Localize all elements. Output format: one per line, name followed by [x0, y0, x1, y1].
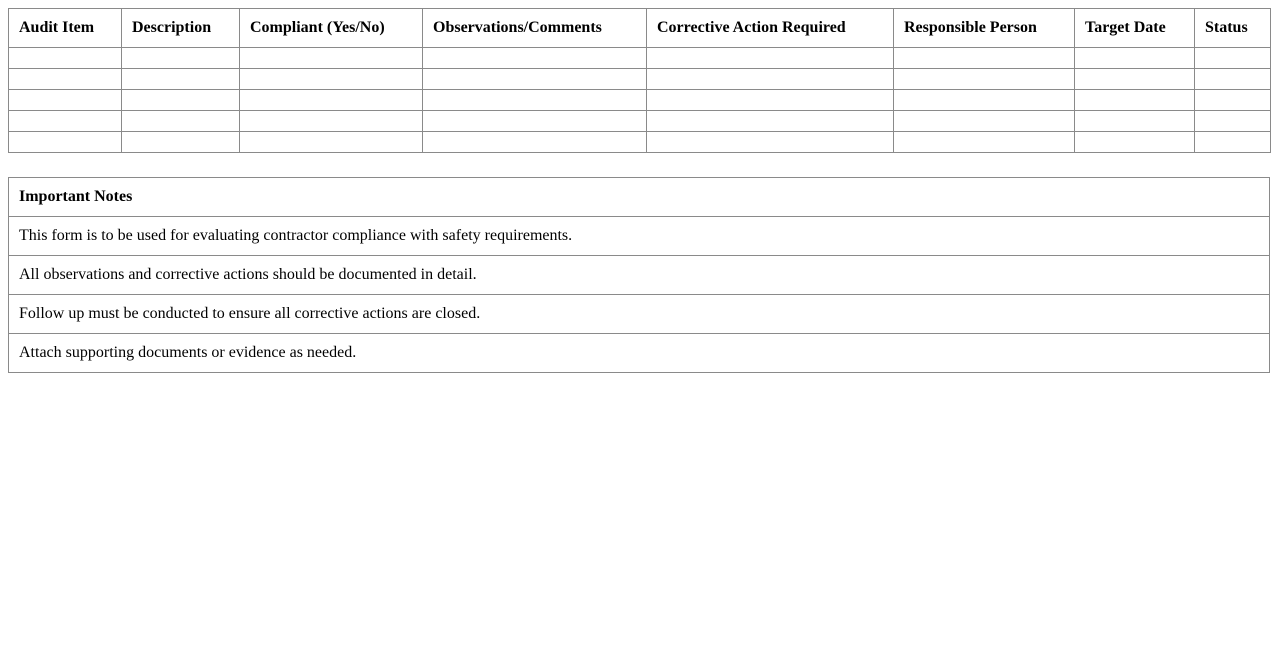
notes-heading: Important Notes [9, 178, 1270, 217]
table-cell[interactable] [1075, 132, 1195, 153]
table-cell[interactable] [1075, 90, 1195, 111]
table-cell[interactable] [1075, 48, 1195, 69]
table-cell[interactable] [1195, 69, 1271, 90]
table-cell[interactable] [240, 132, 423, 153]
table-cell[interactable] [240, 90, 423, 111]
table-cell[interactable] [894, 111, 1075, 132]
audit-checklist-table [8, 8, 1271, 153]
table-cell[interactable] [423, 48, 647, 69]
table-cell[interactable] [1195, 48, 1271, 69]
table-row [9, 90, 1271, 111]
table-row [9, 111, 1271, 132]
table-cell[interactable] [122, 111, 240, 132]
table-cell[interactable] [122, 48, 240, 69]
table-cell[interactable] [240, 111, 423, 132]
header-audit-item: Audit Item [9, 9, 122, 48]
table-cell[interactable] [894, 90, 1075, 111]
table-row [9, 69, 1271, 90]
table-cell[interactable] [423, 111, 647, 132]
note-text: Attach supporting documents or evidence as needed. [9, 334, 1270, 373]
header-target-date: Target Date [1075, 9, 1195, 48]
table-cell[interactable] [1075, 69, 1195, 90]
table-cell[interactable] [647, 90, 894, 111]
table-header-row [9, 9, 1271, 48]
table-row [9, 132, 1271, 153]
note-row [9, 334, 1270, 373]
table-cell[interactable] [423, 132, 647, 153]
header-compliant: Compliant (Yes/No) [240, 9, 423, 48]
table-cell[interactable] [423, 69, 647, 90]
table-cell[interactable] [9, 48, 122, 69]
header-corrective-action: Corrective Action Required [647, 9, 894, 48]
table-cell[interactable] [894, 48, 1075, 69]
table-cell[interactable] [9, 132, 122, 153]
table-cell[interactable] [9, 69, 122, 90]
table-cell[interactable] [9, 111, 122, 132]
table-cell[interactable] [1195, 132, 1271, 153]
note-text: Follow up must be conducted to ensure all corrective actions are closed. [9, 295, 1270, 334]
table-cell[interactable] [647, 111, 894, 132]
note-text: All observations and corrective actions should be documented in detail. [9, 256, 1270, 295]
table-row [9, 48, 1271, 69]
table-cell[interactable] [423, 90, 647, 111]
table-cell[interactable] [894, 69, 1075, 90]
header-responsible-person: Responsible Person [894, 9, 1075, 48]
table-cell[interactable] [240, 48, 423, 69]
table-cell[interactable] [9, 90, 122, 111]
table-cell[interactable] [122, 69, 240, 90]
important-notes-table [8, 177, 1270, 373]
table-cell[interactable] [894, 132, 1075, 153]
note-row [9, 217, 1270, 256]
table-cell[interactable] [122, 132, 240, 153]
table-cell[interactable] [647, 132, 894, 153]
header-observations: Observations/Comments [423, 9, 647, 48]
note-row [9, 295, 1270, 334]
table-cell[interactable] [240, 69, 423, 90]
note-text: This form is to be used for evaluating contractor compliance with safety requirements. [9, 217, 1270, 256]
header-status: Status [1195, 9, 1271, 48]
table-cell[interactable] [1075, 111, 1195, 132]
table-cell[interactable] [1195, 90, 1271, 111]
table-cell[interactable] [647, 48, 894, 69]
note-row [9, 256, 1270, 295]
table-cell[interactable] [647, 69, 894, 90]
table-cell[interactable] [122, 90, 240, 111]
header-description: Description [122, 9, 240, 48]
table-cell[interactable] [1195, 111, 1271, 132]
notes-heading-row [9, 178, 1270, 217]
